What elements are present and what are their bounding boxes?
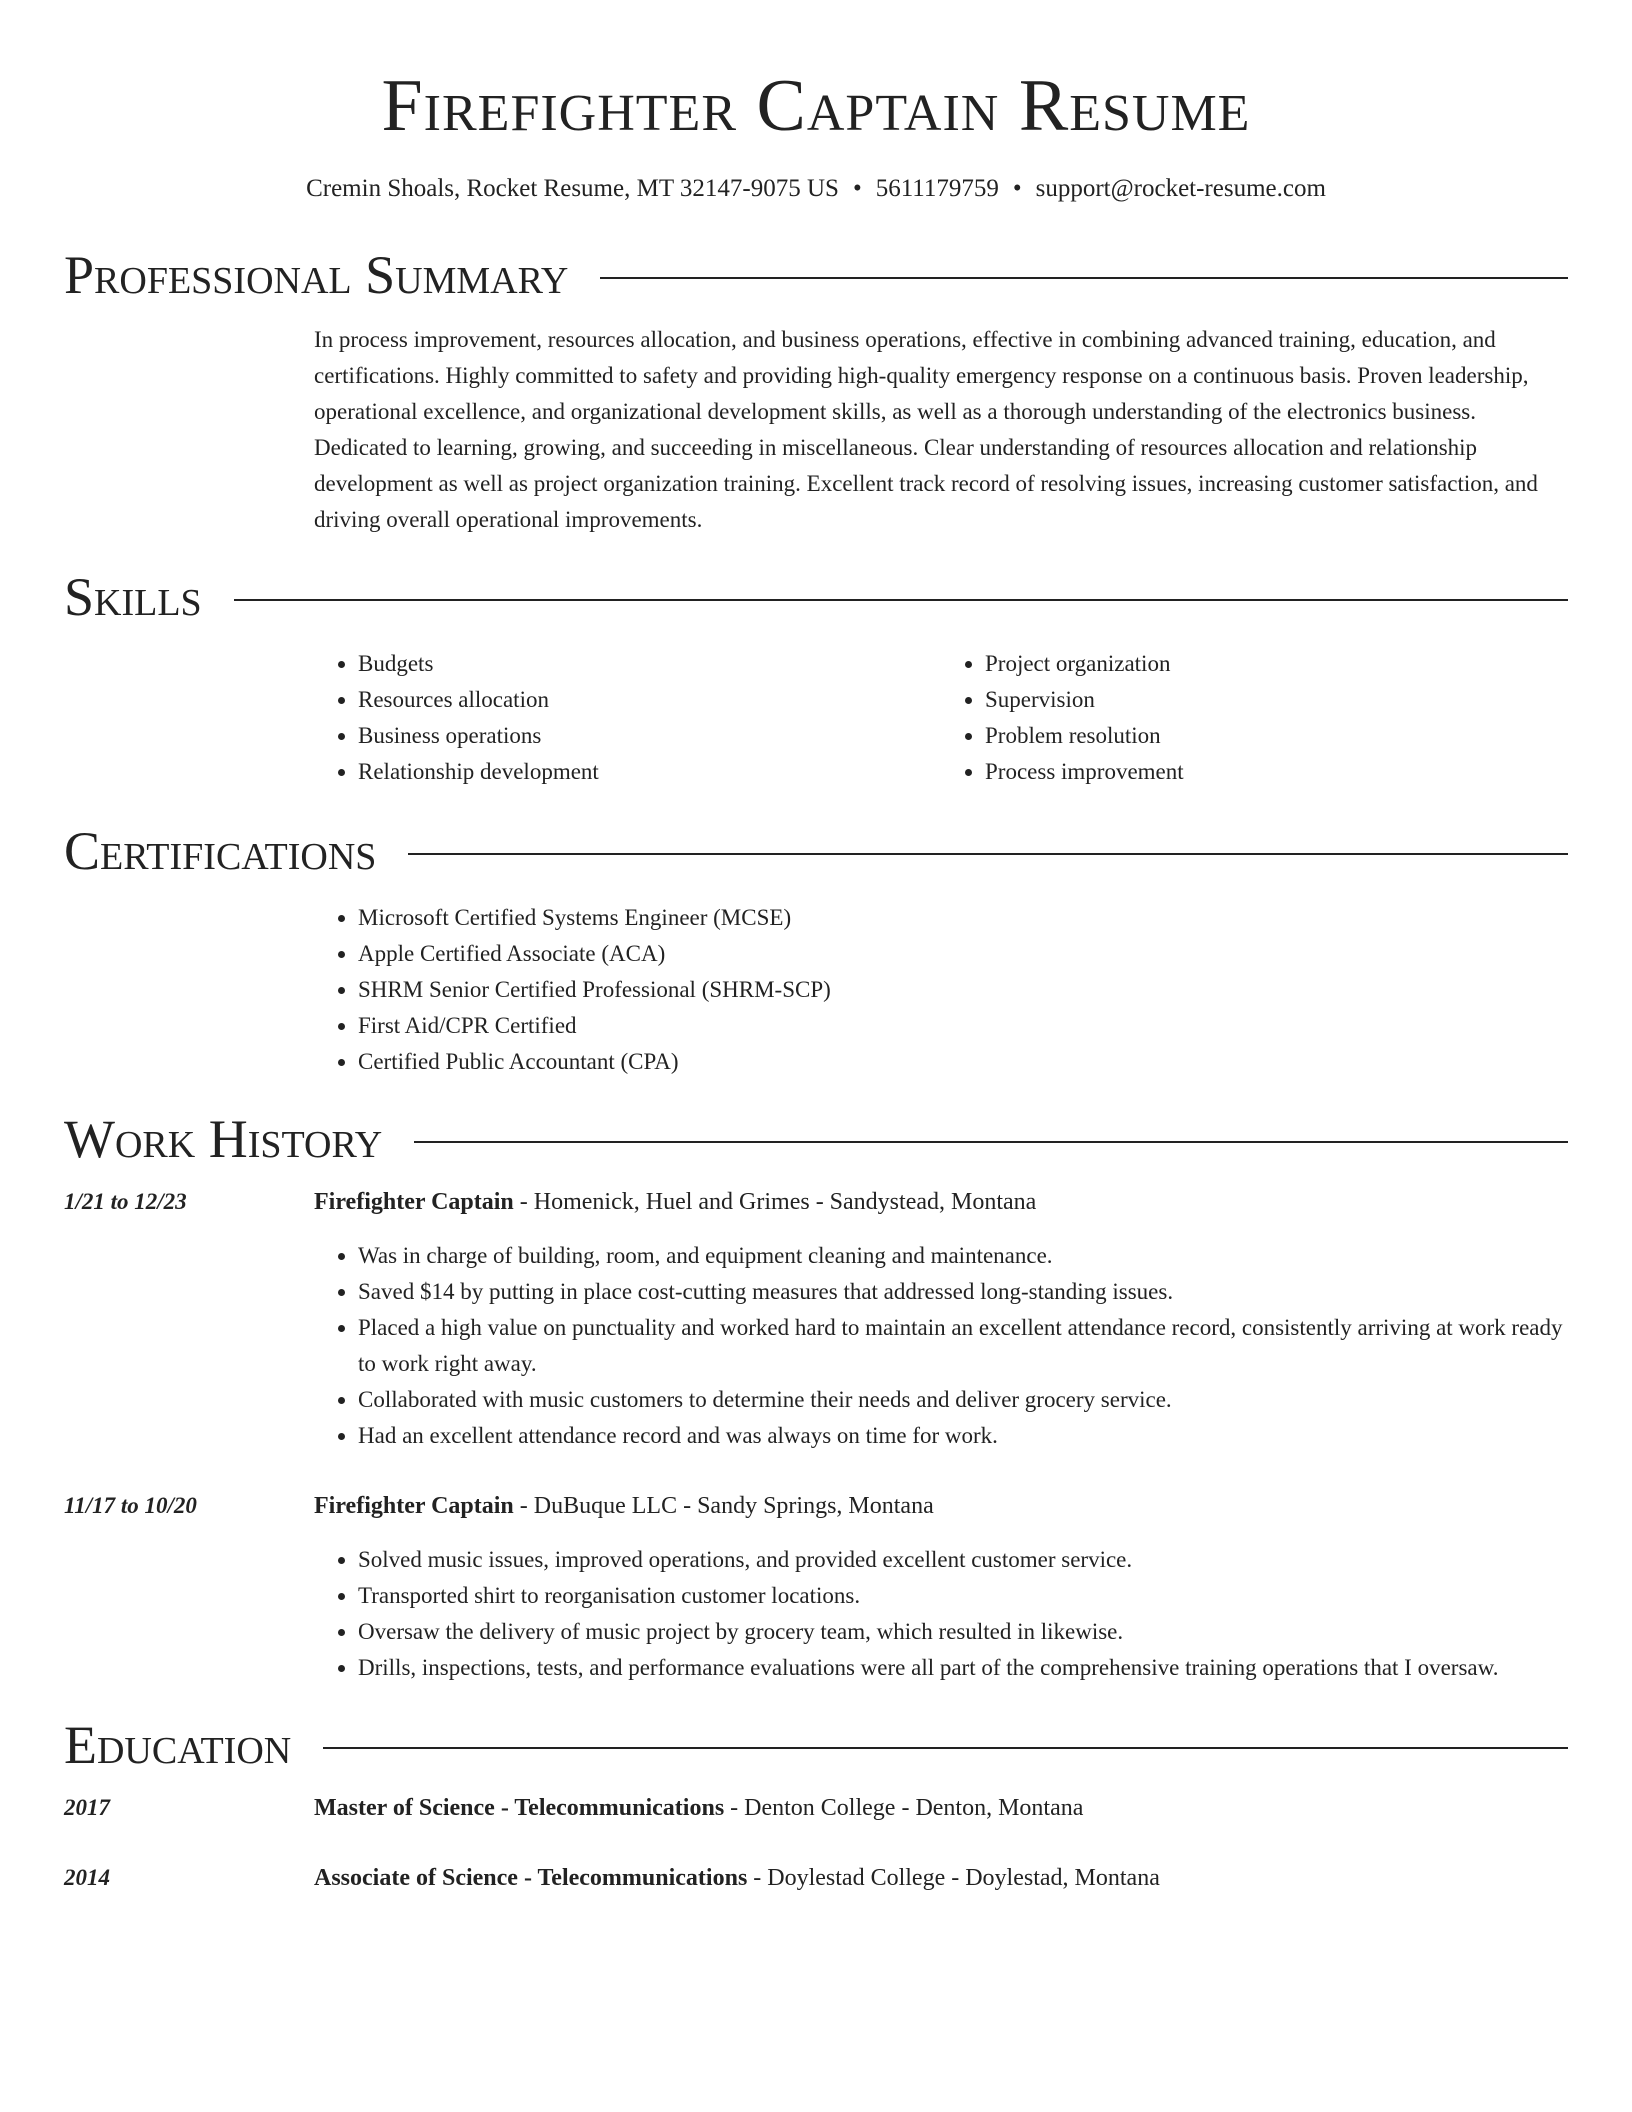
job-role: Firefighter Captain xyxy=(314,1493,514,1519)
job-bullet: • Solved music issues, improved operations, and provided excellent customer service. xyxy=(358,1542,1568,1578)
job-details xyxy=(314,1488,1568,1686)
job-dates: 1/21 to 12/23 xyxy=(64,1189,187,1214)
skills-header xyxy=(64,566,1568,628)
education-school: - Denton College - Denton, Montana xyxy=(724,1795,1084,1821)
section-divider xyxy=(600,277,1568,279)
education-section xyxy=(64,1714,1568,1896)
skill-item: • Resources allocation xyxy=(358,682,941,718)
contact-phone: 5611179759 xyxy=(875,175,999,202)
job-bullet: • Had an excellent attendance record and was always on time for work. xyxy=(358,1418,1568,1454)
job-dates: 11/17 to 10/20 xyxy=(64,1493,197,1518)
skill-item: • Relationship development xyxy=(358,754,941,790)
work-history-heading: Work History xyxy=(64,1109,383,1169)
contact-line xyxy=(64,172,1568,206)
skill-item: • Process improvement xyxy=(985,754,1568,790)
skills-list xyxy=(314,646,1568,790)
job-bullet: • Collaborated with music customers to determine their needs and deliver grocery service. xyxy=(358,1382,1568,1418)
summary-header xyxy=(64,244,1568,306)
job-title-line xyxy=(314,1488,1568,1524)
job-employer: - DuBuque LLC - Sandy Springs, Montana xyxy=(513,1493,934,1519)
section-divider xyxy=(414,1141,1568,1143)
job-entry xyxy=(64,1488,1568,1686)
education-degree: Associate of Science - Telecommunications xyxy=(314,1865,748,1891)
summary-text: In process improvement, resources allocation, and business operations, effective in combining advanced training, education, and certifications. Highly committed to safety and providing high-quality emergency response on a continuous basis. Proven leadership, operational excellence, and organizational development skills, as well as a thorough understanding of the electronics business. Dedicated to learning, growing, and succeeding in miscellaneous. Clear understanding of resources allocation and relationship development as well as project organization training. Excellent track record of resolving issues, increasing customer satisfaction, and driving overall operational improvements. xyxy=(314,327,1538,532)
skills-column-left xyxy=(314,646,941,790)
summary-body xyxy=(314,322,1568,538)
job-role: Firefighter Captain xyxy=(314,1189,514,1215)
education-details xyxy=(314,1790,1568,1826)
job-bullets xyxy=(314,1542,1568,1686)
education-details xyxy=(314,1860,1568,1896)
certifications-section xyxy=(64,820,1568,1080)
education-entry xyxy=(64,1790,1568,1826)
education-header xyxy=(64,1714,1568,1776)
work-history-header xyxy=(64,1108,1568,1170)
skill-item: • Project organization xyxy=(985,646,1568,682)
skills-column-right xyxy=(941,646,1568,790)
summary-section xyxy=(64,244,1568,538)
skill-item: • Business operations xyxy=(358,718,941,754)
job-bullet: • Oversaw the delivery of music project by grocery team, which resulted in likewise. xyxy=(358,1614,1568,1650)
job-bullet: • Drills, inspections, tests, and performance evaluations were all part of the comprehensive training operations that I oversaw. xyxy=(358,1650,1568,1686)
education-title-line xyxy=(314,1790,1568,1826)
job-bullet: • Saved $14 by putting in place cost-cutting measures that addressed long-standing issues. xyxy=(358,1274,1568,1310)
certifications-heading: Certifications xyxy=(64,821,377,881)
contact-separator: • xyxy=(852,175,862,202)
contact-email: support@rocket-resume.com xyxy=(1035,175,1326,202)
education-year: 2017 xyxy=(64,1795,110,1820)
contact-separator: • xyxy=(1012,175,1022,202)
certification-item: • First Aid/CPR Certified xyxy=(358,1008,1568,1044)
skill-item: • Supervision xyxy=(985,682,1568,718)
education-school: - Doylestad College - Doylestad, Montana xyxy=(747,1865,1160,1891)
skill-item: • Problem resolution xyxy=(985,718,1568,754)
job-employer: - Homenick, Huel and Grimes - Sandystead, Montana xyxy=(513,1189,1037,1215)
certification-item: • Microsoft Certified Systems Engineer (MCSE) xyxy=(358,900,1568,936)
education-entry xyxy=(64,1860,1568,1896)
work-history-section xyxy=(64,1108,1568,1686)
section-divider xyxy=(234,599,1568,601)
certification-item: • Apple Certified Associate (ACA) xyxy=(358,936,1568,972)
certifications-list xyxy=(314,900,1568,1080)
education-title-line xyxy=(314,1860,1568,1896)
contact-address: Cremin Shoals, Rocket Resume, MT 32147-9075 US xyxy=(306,175,839,202)
certifications-header xyxy=(64,820,1568,882)
skill-item: • Budgets xyxy=(358,646,941,682)
job-title-line xyxy=(314,1184,1568,1220)
job-entry xyxy=(64,1184,1568,1454)
certification-item: • Certified Public Accountant (CPA) xyxy=(358,1044,1568,1080)
certifications-items xyxy=(314,900,1568,1080)
resume-title: Firefighter Captain Resume xyxy=(381,65,1251,147)
skills-heading: Skills xyxy=(64,567,202,627)
job-details xyxy=(314,1184,1568,1454)
section-divider xyxy=(323,1747,1568,1749)
job-bullets xyxy=(314,1238,1568,1454)
skills-section xyxy=(64,566,1568,790)
job-bullet: • Placed a high value on punctuality and worked hard to maintain an excellent attendance record, consistently arriving at work ready to work right away. xyxy=(358,1310,1568,1382)
education-degree: Master of Science - Telecommunications xyxy=(314,1795,725,1821)
certification-item: • SHRM Senior Certified Professional (SHRM-SCP) xyxy=(358,972,1568,1008)
job-bullet: • Was in charge of building, room, and equipment cleaning and maintenance. xyxy=(358,1238,1568,1274)
education-heading: Education xyxy=(64,1715,292,1775)
summary-heading: Professional Summary xyxy=(64,245,569,305)
section-divider xyxy=(408,853,1568,855)
job-bullet: • Transported shirt to reorganisation customer locations. xyxy=(358,1578,1568,1614)
education-year: 2014 xyxy=(64,1865,110,1890)
